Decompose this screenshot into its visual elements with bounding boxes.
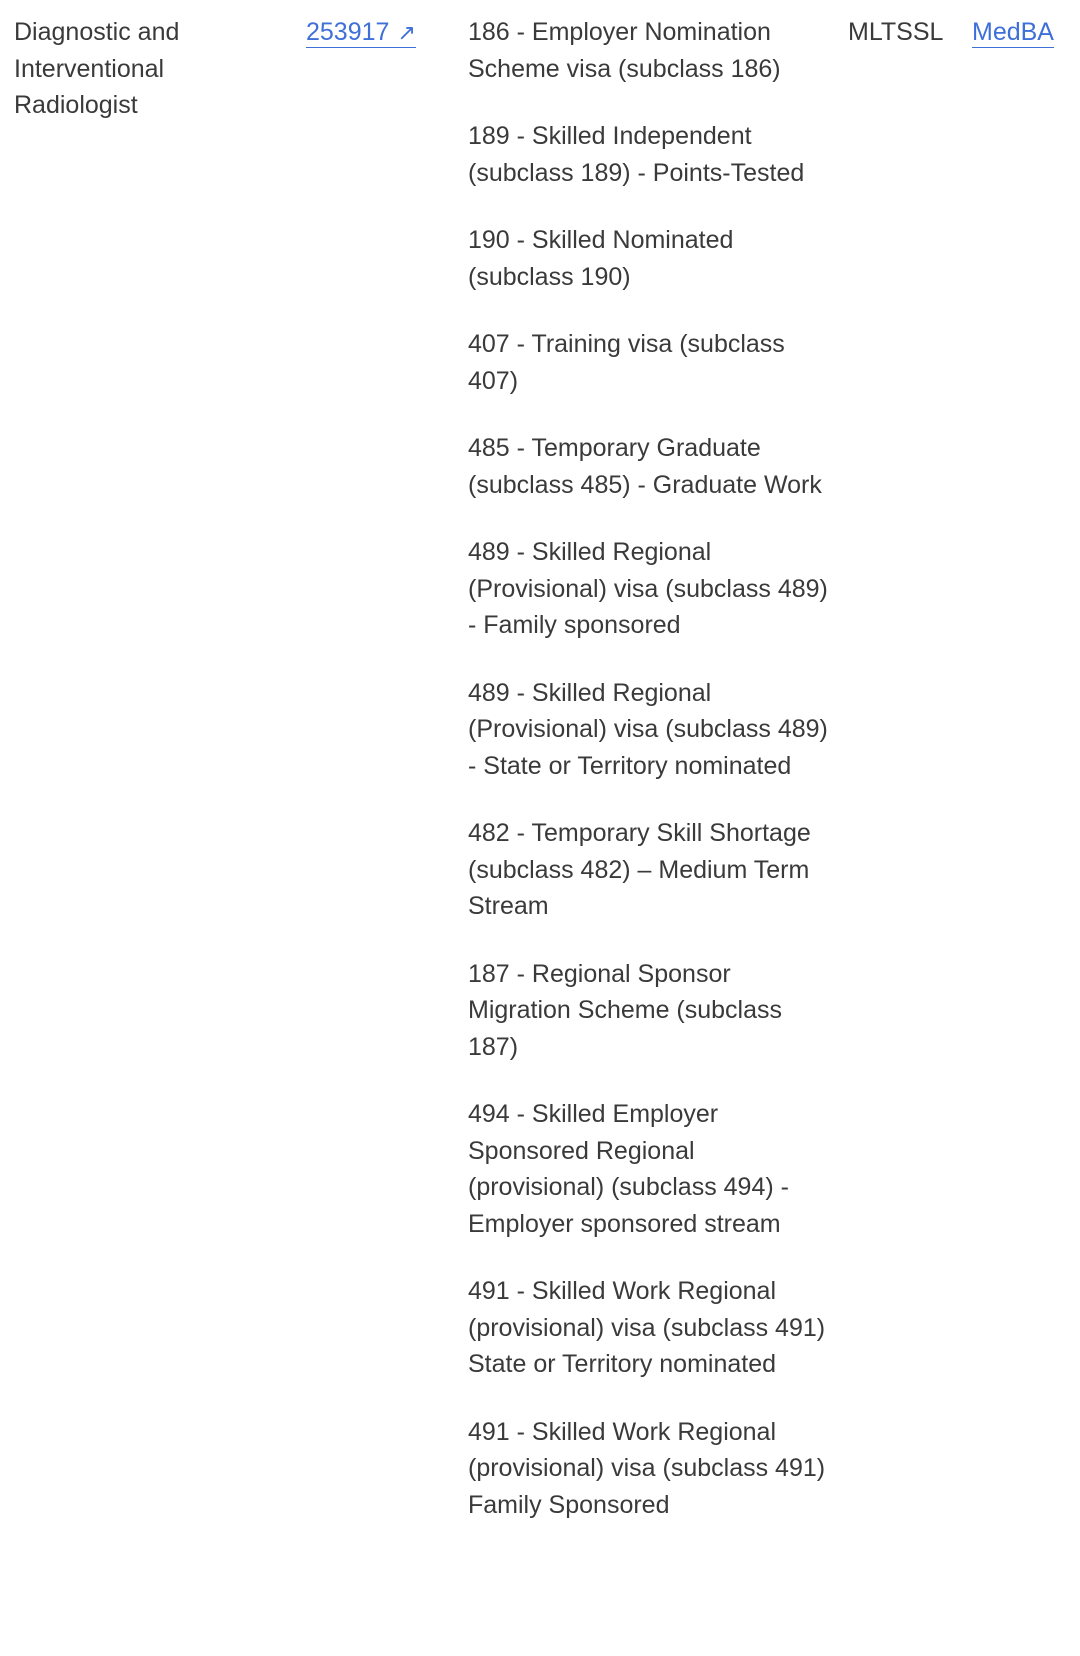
visa-list-item: 489 - Skilled Regional (Provisional) visa (subclass 489) - State or Territory nominated: [468, 678, 828, 780]
visa-list-item: 491 - Skilled Work Regional (provisional) visa (subclass 491) Family Sponsored: [468, 1417, 826, 1519]
visa-list-item: 485 - Temporary Graduate (subclass 485) - Graduate Work: [468, 434, 822, 499]
visa-list-item: 489 - Skilled Regional (Provisional) visa (subclass 489) - Family sponsored: [468, 538, 828, 639]
visa-list: [468, 14, 828, 1523]
visa-list-item: 482 - Temporary Skill Shortage (subclass 482) – Medium Term Stream: [468, 819, 811, 920]
occupation-name: Diagnostic and Interventional Radiologist: [14, 18, 180, 119]
skill-list-label: MLTSSL: [848, 18, 944, 46]
anzsco-code-link[interactable]: [306, 18, 416, 48]
visa-list-item: 494 - Skilled Employer Sponsored Regional (provisional) (subclass 494) - Employer sponsored stream: [468, 1100, 789, 1238]
visa-list-item: 189 - Skilled Independent (subclass 189) - Points-Tested: [468, 122, 805, 187]
anzsco-code-text: 253917: [306, 18, 390, 46]
visa-list-item: 491 - Skilled Work Regional (provisional) visa (subclass 491) State or Territory nominated: [468, 1277, 826, 1378]
visa-list-item: 190 - Skilled Nominated (subclass 190): [468, 226, 734, 291]
visa-list-cell: [468, 14, 828, 1554]
anzsco-code-cell: [306, 14, 436, 51]
visa-list-item: 187 - Regional Sponsor Migration Scheme (subclass 187): [468, 959, 783, 1061]
assessing-authority-cell: [972, 14, 1072, 51]
visa-list-item: 407 - Training visa (subclass 407): [468, 330, 785, 395]
visa-list-item: 186 - Employer Nomination Scheme visa (subclass 186): [468, 18, 781, 83]
arrow-up-right-icon: ↗: [397, 20, 416, 45]
assessing-authority-link[interactable]: MedBA: [972, 18, 1054, 46]
